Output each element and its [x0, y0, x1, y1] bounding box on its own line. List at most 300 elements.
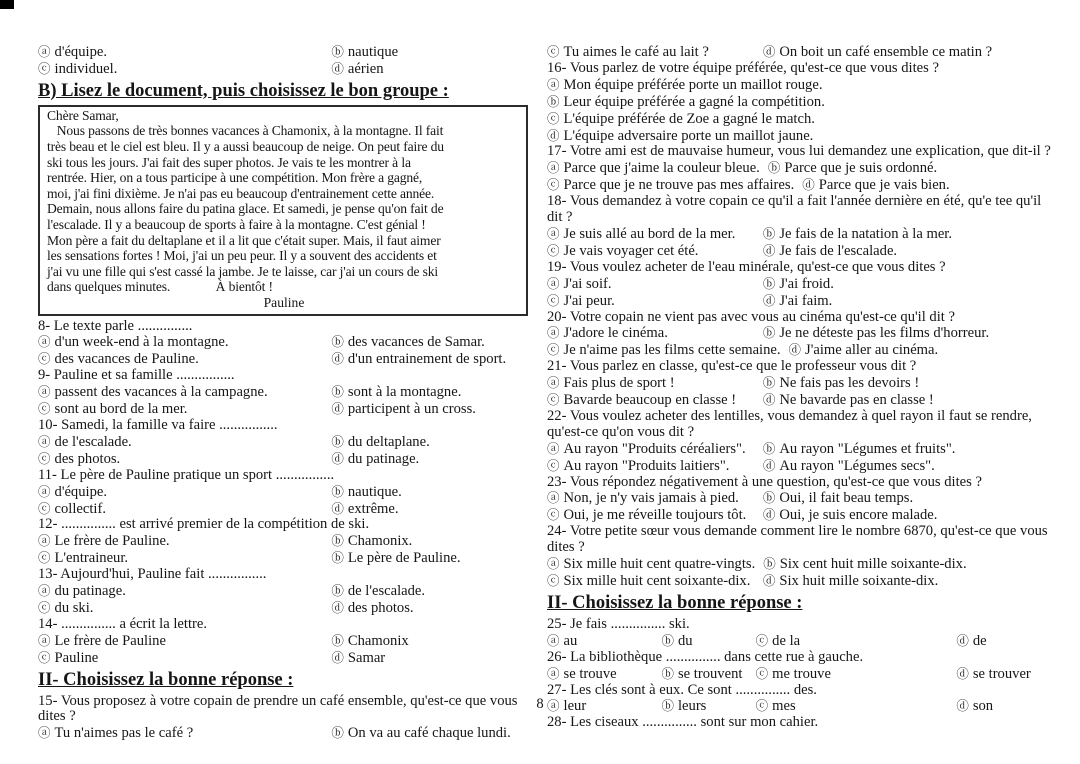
- options-row: [547, 392, 1054, 409]
- answer-option: [331, 650, 393, 667]
- options-row: [38, 384, 530, 401]
- option-letter-icon: ⓐ: [547, 160, 560, 176]
- option-letter-icon: ⓐ: [38, 725, 51, 741]
- option-text: mes: [772, 698, 796, 715]
- option-text: Oui, je me réveille toujours tôt.: [563, 507, 747, 524]
- option-text: se trouve: [563, 665, 617, 682]
- options-row: [547, 94, 1054, 111]
- question: [547, 524, 1054, 590]
- option-text: Six mille huit cent soixante-dix.: [563, 573, 751, 589]
- options-row: [38, 61, 530, 78]
- option-letter-icon: ⓐ: [547, 225, 560, 241]
- option-letter-icon: ⓐ: [547, 375, 560, 391]
- option-text: Je ne déteste pas les films d'horreur.: [779, 325, 990, 342]
- option-letter-icon: ⓓ: [762, 292, 776, 308]
- option-text: Leur équipe préférée a gagné la compétition.: [563, 93, 825, 110]
- option-letter-icon: ⓒ: [547, 457, 560, 473]
- answer-option: [547, 666, 661, 683]
- option-text: me trouve: [772, 665, 831, 682]
- answer-option: [331, 550, 468, 567]
- option-letter-icon: ⓒ: [755, 632, 769, 648]
- option-letter-icon: ⓓ: [788, 342, 802, 358]
- options-row: [547, 441, 1054, 458]
- option-text: du patinage.: [54, 583, 126, 600]
- question: [38, 368, 530, 418]
- options-row: [547, 325, 1054, 342]
- option-letter-icon: ⓐ: [547, 325, 560, 341]
- question-text: 28- Les ciseaux ............... sont sur mon cahier.: [547, 714, 819, 731]
- answer-option: [547, 293, 763, 310]
- option-text: Oui, je suis encore malade.: [779, 507, 938, 524]
- options-row: [547, 243, 1054, 260]
- option-text: Je fais de l'escalade.: [779, 242, 898, 259]
- option-letter-icon: ⓒ: [547, 110, 560, 126]
- answer-option: [956, 666, 1038, 683]
- answer-option: [547, 226, 763, 243]
- options-row: [38, 44, 530, 61]
- option-letter-icon: ⓑ: [762, 440, 776, 456]
- answer-option: [763, 293, 840, 310]
- options-row: [38, 725, 530, 742]
- option-letter-icon: ⓑ: [331, 44, 344, 59]
- option-text: nautique.: [347, 483, 402, 500]
- option-text: J'ai froid.: [779, 275, 834, 292]
- option-letter-icon: ⓒ: [547, 177, 560, 193]
- option-letter-icon: ⓒ: [38, 60, 51, 76]
- answer-option: [38, 401, 331, 418]
- answer-option: [331, 61, 391, 78]
- option-letter-icon: ⓑ: [331, 725, 344, 741]
- question-text: 19- Vous voulez acheter de l'eau minérale, qu'est-ce que vous dites ?: [547, 258, 946, 275]
- option-text: Au rayon "Légumes et fruits".: [779, 440, 956, 457]
- answer-option: [789, 342, 947, 359]
- option-letter-icon: ⓑ: [547, 93, 560, 109]
- letter-body-line: j'ai vu une fille qui s'est cassé la jambe. Je te laisse, car j'ai un cours de ski: [47, 263, 439, 279]
- option-text: de l'escalade.: [347, 583, 426, 600]
- option-letter-icon: ⓓ: [956, 632, 969, 648]
- question: [547, 475, 1054, 525]
- option-text: Samar: [347, 649, 386, 666]
- option-letter-icon: ⓑ: [762, 275, 776, 291]
- option-letter-icon: ⓑ: [762, 325, 776, 341]
- option-text: Six huit mille soixante-dix.: [779, 573, 939, 589]
- question-text: 8- Le texte parle ...............: [38, 317, 193, 334]
- reading-passage: [38, 105, 528, 316]
- option-text: du ski.: [54, 599, 94, 616]
- option-text: d'un entrainement de sport.: [347, 351, 507, 368]
- option-text: du patinage.: [347, 450, 420, 467]
- question: [547, 409, 1054, 475]
- answer-option: [763, 507, 946, 524]
- option-letter-icon: ⓑ: [763, 556, 776, 572]
- option-text: Chamonix.: [347, 533, 413, 550]
- answer-option: [763, 375, 927, 392]
- question-text: 25- Je fais ............... ski.: [547, 615, 690, 632]
- answer-option: [763, 573, 946, 590]
- option-letter-icon: ⓒ: [38, 401, 51, 417]
- option-letter-icon: ⓐ: [38, 583, 51, 599]
- option-text: d'un week-end à la montagne.: [54, 334, 229, 351]
- option-letter-icon: ⓐ: [547, 490, 560, 506]
- option-text: se trouvent: [677, 665, 743, 682]
- options-row: [547, 111, 1054, 128]
- answer-option: [547, 243, 763, 260]
- answer-option: [763, 441, 964, 458]
- question-text: 17- Votre ami est de mauvaise humeur, vous lui demandez une explication, que dit-il ?: [547, 143, 1051, 160]
- answer-option: [547, 111, 823, 128]
- answer-option: [38, 600, 331, 617]
- option-text: Pauline: [54, 649, 99, 666]
- answer-option: [38, 351, 331, 368]
- option-letter-icon: ⓒ: [38, 599, 51, 615]
- answer-option: [763, 44, 1000, 61]
- option-letter-icon: ⓓ: [762, 44, 776, 59]
- option-letter-icon: ⓑ: [762, 225, 776, 241]
- option-letter-icon: ⓒ: [755, 698, 769, 714]
- options-row: [547, 556, 1054, 573]
- option-letter-icon: ⓑ: [661, 698, 674, 714]
- option-letter-icon: ⓑ: [331, 583, 344, 599]
- answer-option: [547, 573, 763, 590]
- options-row: [38, 451, 530, 468]
- option-text: des photos.: [347, 599, 414, 616]
- option-text: J'ai peur.: [563, 292, 615, 309]
- question: [547, 310, 1054, 360]
- answer-option: [38, 725, 331, 742]
- option-text: Parce que je suis ordonné.: [784, 160, 938, 177]
- option-text: Mon équipe préférée porte un maillot rouge.: [563, 76, 823, 93]
- answer-option: [763, 325, 997, 342]
- answer-option: [763, 276, 842, 293]
- option-text: On boit un café ensemble ce matin ?: [779, 44, 993, 60]
- option-text: Six mille huit cent quatre-vingts.: [563, 556, 756, 573]
- question: [547, 260, 1054, 310]
- answer-option: [38, 334, 331, 351]
- option-text: Tu n'aimes pas le café ?: [54, 725, 194, 742]
- question: [38, 418, 530, 468]
- option-text: sont au bord de la mer.: [54, 401, 188, 418]
- option-letter-icon: ⓓ: [762, 242, 776, 258]
- answer-option: [547, 458, 763, 475]
- option-letter-icon: ⓒ: [547, 342, 560, 358]
- question: [38, 517, 530, 567]
- answer-option: [38, 434, 331, 451]
- option-text: Au rayon "Légumes secs".: [779, 457, 935, 474]
- options-row: [38, 434, 530, 451]
- option-text: du deltaplane.: [347, 433, 430, 450]
- options-row: [38, 501, 530, 518]
- option-letter-icon: ⓐ: [38, 44, 51, 59]
- option-letter-icon: ⓓ: [956, 698, 969, 714]
- question-text: 27- Les clés sont à eux. Ce sont ............... des.: [547, 681, 817, 698]
- question: [38, 567, 530, 617]
- answer-option: [756, 666, 957, 683]
- answer-option: [331, 384, 469, 401]
- option-letter-icon: ⓓ: [762, 573, 776, 588]
- answer-option: [331, 334, 492, 351]
- answer-option: [756, 633, 957, 650]
- question: [38, 44, 530, 78]
- option-text: d'équipe.: [54, 483, 107, 500]
- option-letter-icon: ⓑ: [331, 550, 344, 566]
- options-row: [38, 550, 530, 567]
- option-letter-icon: ⓓ: [331, 500, 344, 516]
- option-text: de l'escalade.: [54, 433, 132, 450]
- answer-option: [331, 351, 514, 368]
- page-number: 8: [536, 696, 544, 712]
- option-text: participent à un cross.: [347, 401, 476, 418]
- option-text: On va au café chaque lundi.: [347, 725, 511, 742]
- options-row: [547, 573, 1054, 590]
- answer-option: [547, 325, 763, 342]
- options-row: [38, 351, 530, 368]
- question-text: 24- Votre petite sœur vous demande comment lire le nombre 6870, qu'est-ce que vous dites ?: [547, 523, 1048, 556]
- question-text: 18- Vous demandez à votre copain ce qu'il a fait l'année dernière en été, qu'e tee qu'il dit ?: [547, 193, 1042, 226]
- option-text: L'équipe adversaire porte un maillot jaune.: [563, 127, 814, 144]
- option-text: Oui, il fait beau temps.: [779, 490, 914, 507]
- answer-option: [763, 556, 974, 573]
- option-text: Bavarde beaucoup en classe !: [563, 392, 737, 409]
- options-row: [547, 226, 1054, 243]
- question-text: 15- Vous proposez à votre copain de prendre un café ensemble, qu'est-ce que vous dites ?: [38, 692, 518, 725]
- answer-option: [38, 533, 331, 550]
- question: [547, 61, 1054, 145]
- answer-option: [331, 633, 416, 650]
- answer-option: [547, 556, 763, 573]
- option-letter-icon: ⓓ: [331, 351, 344, 367]
- option-letter-icon: ⓓ: [331, 450, 344, 466]
- option-letter-icon: ⓐ: [547, 275, 560, 291]
- options-row: [38, 533, 530, 550]
- option-letter-icon: ⓓ: [762, 507, 776, 523]
- letter-body-line: Nous passons de très bonnes vacances à Chamonix, à la montagne. Il fait: [47, 123, 444, 139]
- option-letter-icon: ⓓ: [547, 127, 560, 143]
- option-text: se trouver: [972, 665, 1031, 682]
- option-letter-icon: ⓐ: [38, 483, 51, 499]
- answer-option: [38, 384, 331, 401]
- option-text: des photos.: [54, 450, 121, 467]
- question: [547, 44, 1054, 61]
- option-text: extrême.: [347, 500, 399, 517]
- answer-option: [547, 177, 802, 194]
- option-letter-icon: ⓐ: [547, 440, 560, 456]
- answer-option: [38, 44, 331, 61]
- answer-option: [331, 484, 409, 501]
- right-column: [547, 44, 1054, 731]
- answer-option: [956, 633, 994, 650]
- option-letter-icon: ⓑ: [767, 160, 781, 176]
- option-text: de la: [772, 632, 801, 649]
- letter-body-line: moi, j'ai fini dixième. Je n'ai pas eu beaucoup d'entrainement cette année.: [47, 185, 435, 201]
- answer-option: [547, 392, 763, 409]
- options-row: [38, 583, 530, 600]
- option-letter-icon: ⓐ: [38, 384, 51, 400]
- options-row: [547, 666, 1054, 683]
- option-letter-icon: ⓒ: [547, 292, 560, 308]
- answer-option: [547, 94, 833, 111]
- options-row: [547, 128, 1054, 145]
- option-text: du: [677, 632, 693, 649]
- answer-option: [547, 276, 763, 293]
- option-letter-icon: ⓒ: [38, 550, 51, 566]
- answer-option: [547, 490, 763, 507]
- section-header: B) Lisez le document, puis choisissez le bon groupe :: [38, 80, 449, 101]
- answer-option: [547, 375, 763, 392]
- option-letter-icon: ⓓ: [331, 649, 344, 665]
- option-text: Parce que j'aime la couleur bleue.: [563, 160, 760, 177]
- answer-option: [331, 501, 406, 518]
- option-text: d'équipe.: [54, 44, 107, 60]
- answer-option: [763, 392, 942, 409]
- option-text: Je fais de la natation à la mer.: [779, 225, 952, 242]
- letter-salutation: Chère Samar,: [47, 107, 119, 123]
- answer-option: [547, 77, 830, 94]
- option-text: Ne bavarde pas en classe !: [779, 392, 934, 409]
- option-text: leur: [563, 698, 587, 715]
- option-text: Chamonix: [347, 632, 409, 649]
- answer-option: [38, 650, 331, 667]
- option-letter-icon: ⓑ: [762, 375, 776, 391]
- option-letter-icon: ⓐ: [547, 556, 560, 572]
- letter-body-line: dans quelques minutes. À bientôt !: [47, 279, 273, 295]
- options-row: [547, 77, 1054, 94]
- answer-option: [547, 633, 661, 650]
- question-text: 10- Samedi, la famille va faire ................: [38, 416, 278, 433]
- option-letter-icon: ⓐ: [38, 334, 51, 350]
- option-letter-icon: ⓓ: [762, 392, 776, 408]
- question-text: 26- La bibliothèque ............... dans cette rue à gauche.: [547, 648, 864, 665]
- answer-option: [547, 441, 763, 458]
- answer-option: [763, 490, 921, 507]
- question: [547, 144, 1054, 194]
- options-row: [38, 401, 530, 418]
- answer-option: [331, 401, 484, 418]
- option-letter-icon: ⓒ: [547, 507, 560, 523]
- options-row: [38, 633, 530, 650]
- option-letter-icon: ⓓ: [762, 457, 776, 473]
- option-text: collectif.: [54, 500, 106, 517]
- option-letter-icon: ⓐ: [38, 632, 51, 648]
- option-letter-icon: ⓒ: [547, 392, 560, 408]
- option-letter-icon: ⓐ: [38, 433, 51, 449]
- options-row: [547, 342, 1054, 359]
- option-letter-icon: ⓓ: [956, 665, 969, 681]
- answer-option: [38, 61, 331, 78]
- question: [547, 715, 1054, 731]
- option-letter-icon: ⓒ: [38, 649, 51, 665]
- option-text: J'ai faim.: [779, 292, 833, 309]
- question-text: 11- Le père de Pauline pratique un sport ................: [38, 466, 335, 483]
- option-text: nautique: [347, 44, 399, 60]
- option-text: Parce que je vais bien.: [818, 177, 950, 194]
- option-text: Le frère de Pauline.: [54, 533, 170, 550]
- options-row: [547, 633, 1054, 650]
- answer-option: [38, 583, 331, 600]
- answer-option: [331, 451, 427, 468]
- option-text: Au rayon "Produits céréaliers".: [563, 440, 746, 457]
- option-text: Au rayon "Produits laitiers".: [563, 457, 730, 474]
- answer-option: [331, 44, 406, 61]
- letter-body-line: ski tous les jours. J'ai fait des super photos. Je vais te les montrer à la: [47, 154, 411, 170]
- question-text: 14- ............... a écrit la lettre.: [38, 615, 207, 632]
- question: [38, 468, 530, 518]
- option-letter-icon: ⓓ: [331, 599, 344, 615]
- option-letter-icon: ⓐ: [547, 665, 560, 681]
- option-text: Fais plus de sport !: [563, 375, 675, 392]
- answer-option: [547, 342, 789, 359]
- options-row: [38, 334, 530, 351]
- options-row: [547, 293, 1054, 310]
- option-text: Tu aimes le café au lait ?: [563, 44, 709, 60]
- option-text: au: [563, 632, 578, 649]
- option-text: leurs: [677, 698, 707, 715]
- question-text: 9- Pauline et sa famille ................: [38, 367, 235, 384]
- letter-body-line: les sensations fortes ! Moi, j'ai un peu peur. Il y a souvent des accidents et: [47, 248, 437, 264]
- question: [38, 617, 530, 667]
- option-letter-icon: ⓓ: [802, 177, 815, 193]
- option-letter-icon: ⓑ: [331, 334, 344, 350]
- section-header: II- Choisissez la bonne réponse :: [547, 592, 803, 613]
- option-text: Ne fais pas les devoirs !: [779, 375, 920, 392]
- option-text: Parce que je ne trouve pas mes affaires.: [563, 177, 795, 194]
- option-letter-icon: ⓐ: [547, 698, 560, 714]
- option-text: Le père de Pauline.: [347, 550, 461, 567]
- option-text: Je vais voyager cet été.: [563, 242, 699, 259]
- option-text: Non, je n'y vais jamais à pied.: [563, 490, 739, 507]
- option-letter-icon: ⓒ: [38, 500, 51, 516]
- option-letter-icon: ⓑ: [331, 433, 344, 449]
- answer-option: [763, 226, 960, 243]
- options-row: [547, 160, 1054, 177]
- options-row: [547, 177, 1054, 194]
- left-column: [38, 44, 530, 742]
- option-text: des vacances de Samar.: [347, 334, 485, 351]
- options-row: [547, 276, 1054, 293]
- question: [547, 359, 1054, 409]
- answer-option: [763, 243, 905, 260]
- option-text: de: [972, 632, 987, 649]
- options-row: [547, 458, 1054, 475]
- answer-option: [661, 633, 755, 650]
- option-letter-icon: ⓑ: [331, 533, 344, 549]
- answer-option: [38, 451, 331, 468]
- letter-body-line: l'escalade. Il y a beaucoup de sports à faire à la montagne. C'est génial !: [47, 216, 426, 232]
- answer-option: [331, 434, 437, 451]
- option-letter-icon: ⓐ: [547, 76, 560, 92]
- answer-option: [802, 177, 957, 194]
- question-text: 16- Vous parlez de votre équipe préférée, qu'est-ce que vous dites ?: [547, 59, 939, 76]
- option-letter-icon: ⓒ: [547, 44, 560, 59]
- question-text: 23- Vous répondez négativement à une question, qu'est-ce que vous dites ?: [547, 473, 982, 490]
- question: [547, 194, 1054, 260]
- option-text: Je suis allé au bord de la mer.: [563, 225, 736, 242]
- answer-option: [547, 507, 763, 524]
- question-text: 21- Vous parlez en classe, qu'est-ce que le professeur vous dit ?: [547, 358, 917, 375]
- question-text: 20- Votre copain ne vient pas avec vous au cinéma qu'est-ce qu'il dit ?: [547, 308, 955, 325]
- option-letter-icon: ⓐ: [38, 533, 51, 549]
- option-letter-icon: ⓑ: [661, 665, 674, 681]
- option-letter-icon: ⓑ: [661, 632, 674, 648]
- option-letter-icon: ⓒ: [38, 450, 51, 466]
- question: [547, 650, 1054, 683]
- question: [547, 617, 1054, 650]
- option-text: passent des vacances à la campagne.: [54, 384, 268, 401]
- question: [38, 319, 530, 369]
- options-row: [547, 375, 1054, 392]
- answer-option: [331, 725, 518, 742]
- option-text: L'entraineur.: [54, 550, 129, 567]
- options-row: [38, 484, 530, 501]
